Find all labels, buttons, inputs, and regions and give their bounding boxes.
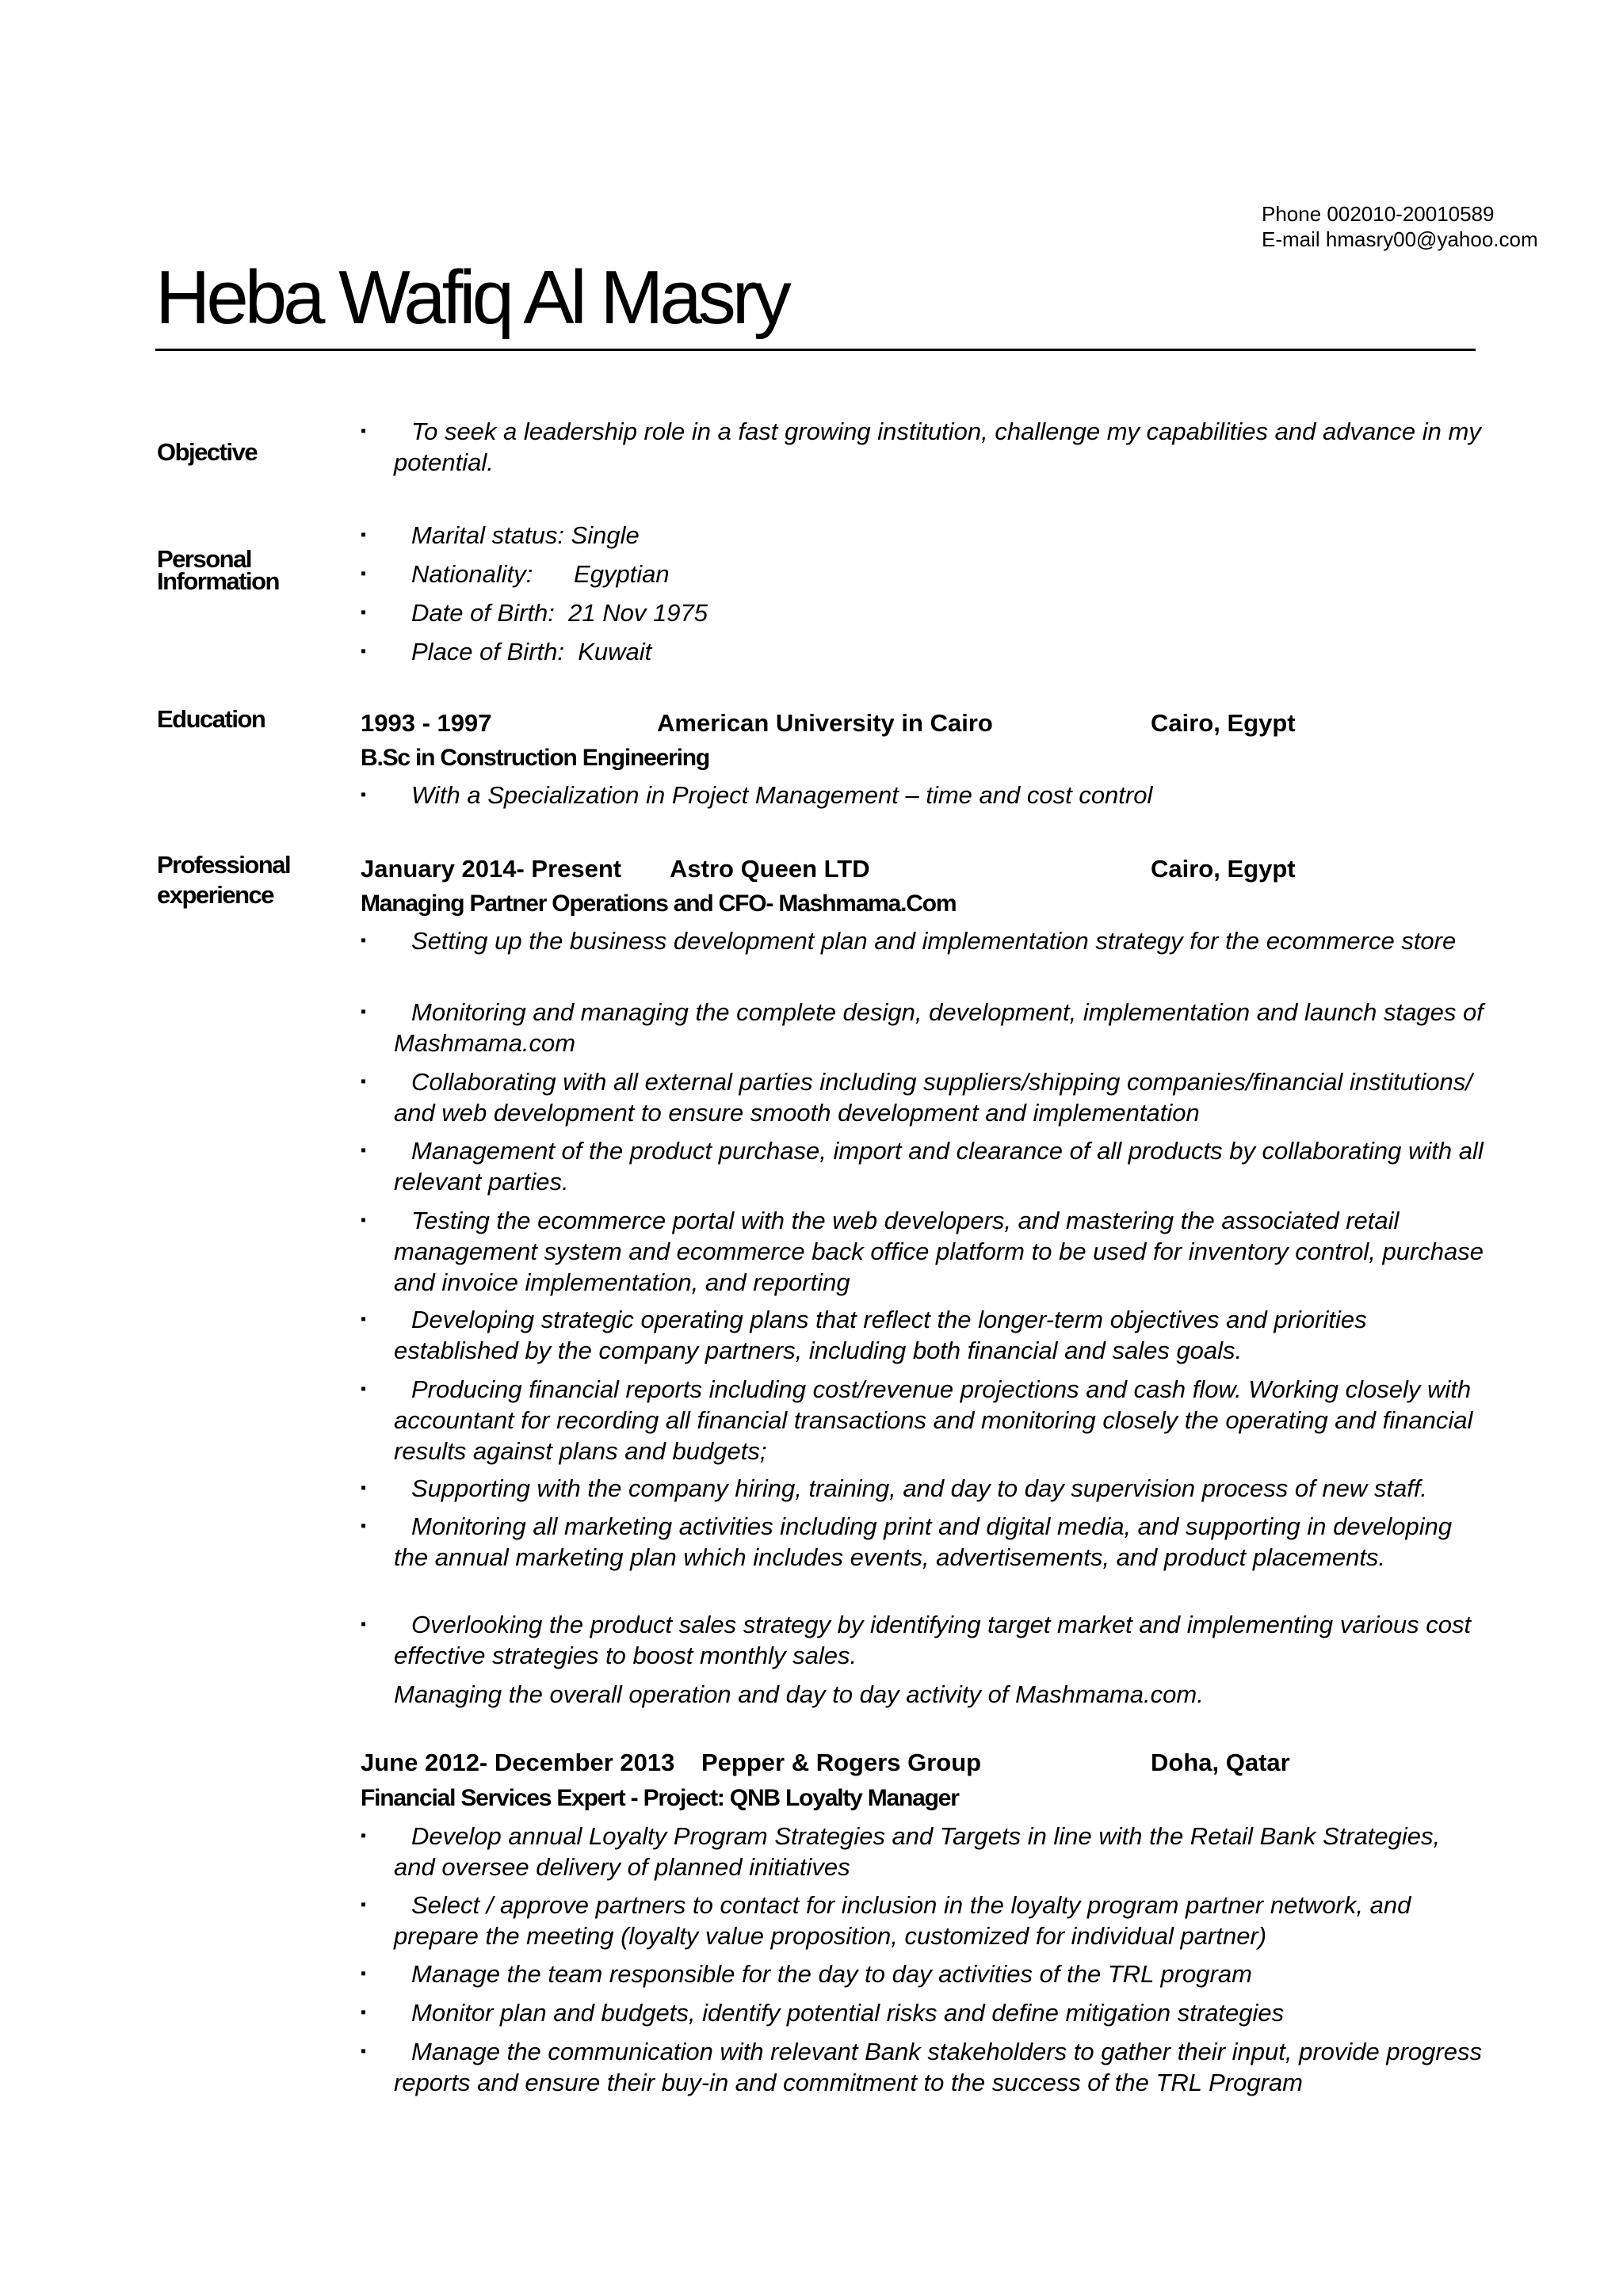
education-years: 1993 - 1997 <box>361 709 492 737</box>
header-divider <box>155 349 1476 351</box>
bullet-icon: ▪ <box>361 565 367 582</box>
job1-closing: Managing the overall operation and day to day activity of Mashmama.com. <box>394 1680 1204 1708</box>
job2-item: ▪ Manage the communication with relevant Bank stakeholders to gather their input, provide progress reports and ensure their buy-in and commitment to the success of the TRL Program <box>361 2038 1482 2096</box>
job2-item: ▪ Develop annual Loyalty Program Strategies and Targets in line with the Retail Bank Strategies, and oversee delivery of planned initiatives <box>361 1822 1441 1881</box>
job1-item: ▪ Testing the ecommerce portal with the web developers, and mastering the associated retail management system and ecommerce back office platform to be used for inventory control, purchase and invoice implementation, and reporting <box>361 1207 1484 1296</box>
education-label: Education <box>157 705 265 733</box>
bullet-icon: ▪ <box>361 1310 367 1328</box>
bullet-icon: ▪ <box>361 1142 367 1159</box>
bullet-icon: ▪ <box>361 2004 367 2021</box>
personal-item-dob: ▪ Date of Birth: 21 Nov 1975 <box>361 599 708 627</box>
objective-item: ▪ To seek a leadership role in a fast growing institution, challenge my capabilities and advance in my potential. <box>361 418 1481 476</box>
job2-item: ▪ Manage the team responsible for the day to day activities of the TRL program <box>361 1960 1252 1988</box>
job1-item: ▪ Developing strategic operating plans that reflect the longer-term objectives and priorities established by the company partners, including both financial and sales goals. <box>361 1306 1367 1364</box>
education-item: ▪ With a Specialization in Project Management – time and cost control <box>361 781 1153 809</box>
personal-item-nationality: ▪ Nationality: Egyptian <box>361 560 670 588</box>
job1-item: ▪ Management of the product purchase, import and clearance of all products by collaborating with all relevant parties. <box>361 1137 1484 1196</box>
job1-item: ▪ Collaborating with all external parties including suppliers/shipping companies/financial institutions/ and web development to ensure smooth development and implementation <box>361 1068 1472 1127</box>
job1-item: ▪ Setting up the business development plan and implementation strategy for the ecommerce store <box>361 927 1457 955</box>
bullet-icon: ▪ <box>361 422 367 440</box>
job2-period: June 2012- December 2013 <box>361 1749 675 1776</box>
bullet-icon: ▪ <box>361 1827 367 1844</box>
job1-title: Managing Partner Operations and CFO- Mashmama.Com <box>361 891 957 917</box>
job2-item: ▪ Monitor plan and budgets, identify potential risks and define mitigation strategies <box>361 1999 1285 2027</box>
personal-label: Personal Information <box>157 545 279 595</box>
bullet-icon: ▪ <box>361 1073 367 1090</box>
education-degree: B.Sc in Construction Engineering <box>361 745 709 771</box>
job1-period: January 2014- Present <box>361 855 622 883</box>
bullet-icon: ▪ <box>361 1003 367 1020</box>
bullet-icon: ▪ <box>361 1380 367 1398</box>
contact-block <box>1262 201 1538 252</box>
job1-location: Cairo, Egypt <box>1151 855 1296 883</box>
job1-item: ▪ Monitoring and managing the complete design, development, implementation and launch stages of Mashmama.com <box>361 998 1484 1057</box>
bullet-icon: ▪ <box>361 1965 367 1982</box>
bullet-icon: ▪ <box>361 1896 367 1913</box>
education-location: Cairo, Egypt <box>1151 709 1296 737</box>
job1-item: ▪ Monitoring all marketing activities including print and digital media, and supporting in developing the annual marketing plan which includes events, advertisements, and product placements. <box>361 1512 1453 1571</box>
job2-location: Doha, Qatar <box>1151 1749 1290 1776</box>
job1-item: ▪ Overlooking the product sales strategy by identifying target market and implementing various cost effective strategies to boost monthly sales. <box>361 1611 1472 1669</box>
bullet-icon: ▪ <box>361 604 367 621</box>
bullet-icon: ▪ <box>361 526 367 543</box>
job1-company: Astro Queen LTD <box>670 855 870 883</box>
bullet-icon: ▪ <box>361 2042 367 2060</box>
phone-text: Phone 002010-20010589 <box>1262 202 1495 226</box>
experience-label: Professional experience <box>157 851 291 909</box>
objective-label: Objective <box>157 438 258 466</box>
job2-company: Pepper & Rogers Group <box>701 1749 982 1776</box>
bullet-icon: ▪ <box>361 1211 367 1229</box>
bullet-icon: ▪ <box>361 786 367 803</box>
personal-item-marital: ▪ Marital status: Single <box>361 521 640 549</box>
personal-item-pob: ▪ Place of Birth: Kuwait <box>361 638 652 666</box>
bullet-icon: ▪ <box>361 1615 367 1633</box>
bullet-icon: ▪ <box>361 1517 367 1535</box>
education-institution: American University in Cairo <box>657 709 993 737</box>
job2-item: ▪ Select / approve partners to contact for inclusion in the loyalty program partner network, and prepare the meeting (loyalty value proposition, customized for individual partner) <box>361 1891 1411 1950</box>
job2-title: Financial Services Expert - Project: QNB Loyalty Manager <box>361 1785 959 1811</box>
bullet-icon: ▪ <box>361 932 367 949</box>
email-text: E-mail hmasry00@yahoo.com <box>1262 227 1538 251</box>
bullet-icon: ▪ <box>361 643 367 660</box>
job1-item: ▪ Supporting with the company hiring, training, and day to day supervision process of new staff. <box>361 1474 1428 1502</box>
candidate-name: Heba Wafiq Al Masry <box>155 255 788 340</box>
job1-item: ▪ Producing financial reports including cost/revenue projections and cash flow. Working closely with accountant for recording all financial transactions and monitoring closely the operating and financial results against plans and budgets; <box>361 1375 1473 1465</box>
bullet-icon: ▪ <box>361 1479 367 1497</box>
